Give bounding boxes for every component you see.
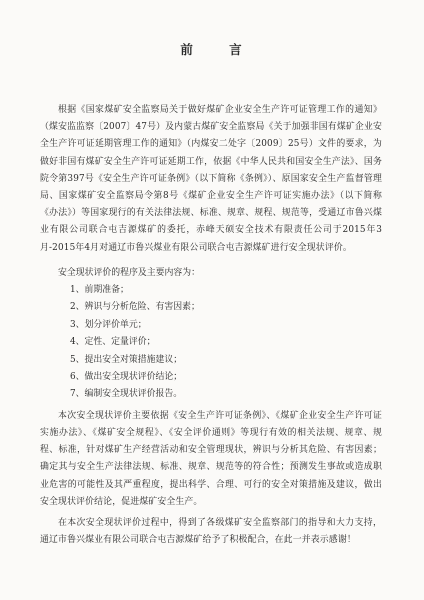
intro-paragraph: 根据《国家煤矿安全监察局关于做好煤矿企业安全生产许可证管理工作的通知》（煤安监监察〔2007〕47号）及内蒙古煤矿安全监察局《关于加强非国有煤矿企业安全生产许可证延期管理工作的通知》（内煤安二处字〔2009〕25号）文件的要求，为做好非国有煤矿安全生产许可证延期工作，依据《中华人民共和国安全生产法》、国务院令第397号《安全生产许可证条例》（以下简称《条例》）、原国家安全生产监督管理局、国家煤矿安全监察局令第8号《煤矿企业安全生产许可证实施办法》（以下简称《办法》）等国家现行的有关法律法规、标准、规章、规程、规范等，受通辽市鲁兴煤业有限公司联合屯吉源煤矿的委托，赤峰天硕安全技术有限责任公司于2015年3月-2015年4月对通辽市鲁兴煤业有限公司联合屯吉源煤矿进行安全现状评价。 [40,105,382,253]
list-item: 6、做出安全现状评价结论； [70,372,183,383]
steps-list [40,282,382,404]
list-item: 5、提出安全对策措施建议； [70,354,183,365]
page-title: 前 言 [180,42,258,57]
list-item: 2、辨识与分析危险、有害因素； [70,302,200,313]
steps-intro: 安全现状评价的程序及主要内容为： [58,267,200,278]
list-item: 7、编制安全现状评价报告。 [70,389,183,400]
thanks-paragraph: 在本次安全现状评价过程中，得到了各级煤矿安全监察部门的指导和大力支持，通辽市鲁兴煤业有限公司联合屯吉源煤矿给予了积极配合，在此一并表示感谢！ [40,518,382,546]
list-item: 3、划分评价单元； [70,319,147,330]
basis-paragraph: 本次安全现状评价主要依据《安全生产许可证条例》、《煤矿企业安全生产许可证实施办法》、《煤矿安全规程》、《安全评价通则》等现行有效的相关法规、规章、规程、标准，针对煤矿生产经营活动和安全管理现状，辨识与分析其危险、有害因素；确定其与安全生产法律法规、标准、规章、规范等的符合性；预测发生事故或造成职业危害的可能性及其严重程度，提出科学、合理、可行的安全对策措施及建议，做出安全现状评价结论，促进煤矿安全生产。 [40,410,382,507]
list-item: 1、前期准备； [70,285,129,296]
list-item: 4、定性、定量评价； [70,337,156,348]
